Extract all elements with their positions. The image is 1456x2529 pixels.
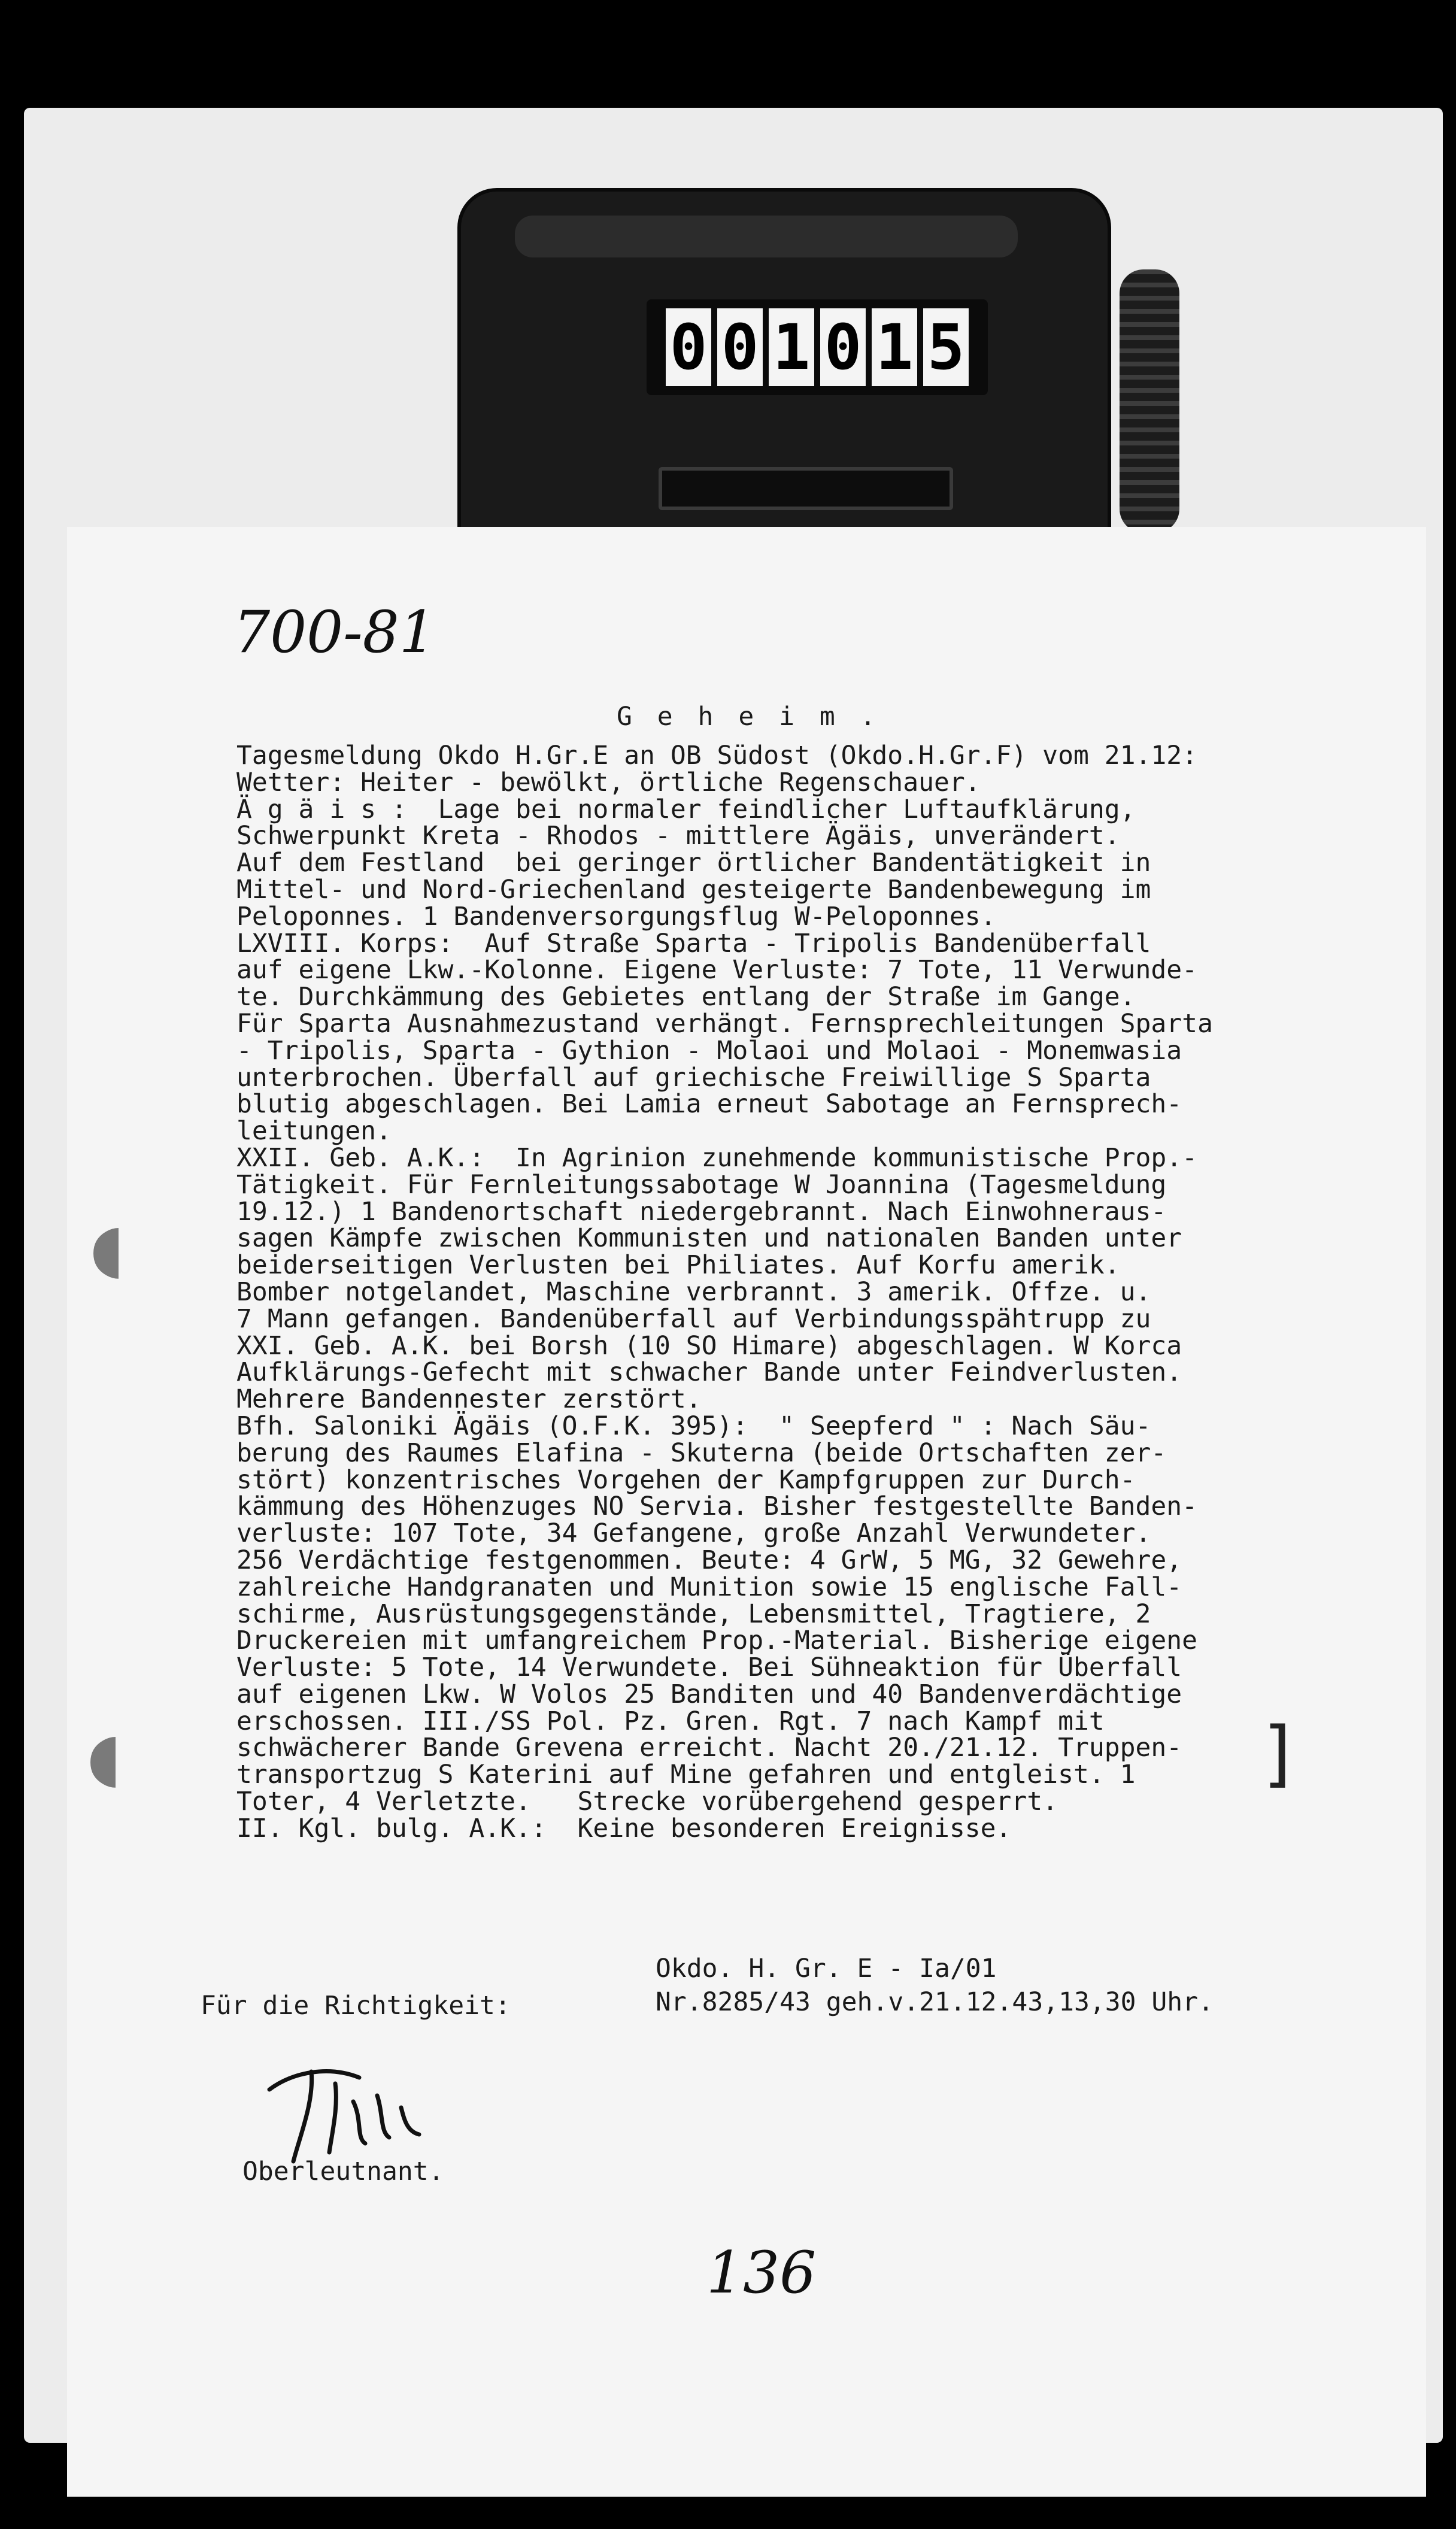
report-line: transportzug S Katerini auf Mine gefahren und entgleist. 1 xyxy=(236,1760,1136,1790)
report-line: sagen Kämpfe zwischen Kommunisten und nationalen Banden unter xyxy=(236,1223,1182,1254)
report-line: schwächerer Bande Grevena erreicht. Nacht 20./21.12. Truppen- xyxy=(236,1733,1182,1763)
report-line: unterbrochen. Überfall auf griechische Freiwillige S Sparta xyxy=(236,1062,1151,1093)
report-line: 7 Mann gefangen. Bandenüberfall auf Verbindungsspähtrupp zu xyxy=(236,1303,1151,1334)
report-line: Tagesmeldung Okdo H.Gr.E an OB Südost (Okdo.H.Gr.F) vom 21.12: xyxy=(236,741,1198,771)
counter-display xyxy=(647,299,988,395)
counter-digit: 1 xyxy=(769,308,814,386)
handwritten-page-number: 136 xyxy=(706,2239,817,2306)
punch-hole-mark: ◖ xyxy=(87,1718,122,1795)
report-line: beiderseitigen Verlusten bei Philiates. Auf Korfu amerik. xyxy=(236,1250,1120,1281)
report-line: Auf dem Festland bei geringer örtlicher Bandentätigkeit in xyxy=(236,848,1151,878)
counter-housing-top xyxy=(515,216,1018,257)
report-line: XXII. Geb. A.K.: In Agrinion zunehmende kommunistische Prop.- xyxy=(236,1142,1198,1173)
report-line: 19.12.) 1 Bandenortschaft niedergebrannt. Nach Einwohneraus- xyxy=(236,1196,1167,1227)
handwritten-reference: 700-81 xyxy=(233,599,436,666)
report-line: schirme, Ausrüstungsgegenstände, Lebensmittel, Tragtiere, 2 xyxy=(236,1599,1151,1629)
signer-rank: Oberleutnant. xyxy=(242,2157,444,2187)
report-line: berung des Raumes Elafina - Skuterna (beide Ortschaften zer- xyxy=(236,1438,1167,1468)
counter-digit: 5 xyxy=(923,308,969,386)
accuracy-label: Für die Richtigkeit: xyxy=(201,1991,511,2021)
report-line: auf eigene Lkw.-Kolonne. Eigene Verluste: 7 Tote, 11 Verwunde- xyxy=(236,955,1198,985)
report-line: Schwerpunkt Kreta - Rhodos - mittlere Ägäis, unverändert. xyxy=(236,821,1120,851)
frame-counter-device xyxy=(461,192,1108,563)
report-line: Verluste: 5 Tote, 14 Verwundete. Bei Sühneaktion für Überfall xyxy=(236,1652,1182,1683)
report-line: Aufklärungs-Gefecht mit schwacher Bande unter Feindverlusten. xyxy=(236,1357,1182,1388)
report-line: stört) konzentrisches Vorgehen der Kampfgruppen zur Durch- xyxy=(236,1464,1136,1495)
report-line: Wetter: Heiter - bewölkt, örtliche Regenschauer. xyxy=(236,767,981,797)
report-line: Bomber notgelandet, Maschine verbrannt. 3 amerik. Offze. u. xyxy=(236,1276,1151,1307)
report-line: te. Durchkämmung des Gebietes entlang der Straße im Gange. xyxy=(236,982,1136,1012)
report-line: auf eigenen Lkw. W Volos 25 Banditen und 40 Bandenverdächtige xyxy=(236,1679,1182,1709)
report-line: Für Sparta Ausnahmezustand verhängt. Fernsprechleitungen Sparta xyxy=(236,1008,1213,1039)
report-line: verluste: 107 Tote, 34 Gefangene, große Anzahl Verwundeter. xyxy=(236,1518,1151,1549)
report-line: Tätigkeit. Für Fernleitungssabotage W Joannina (Tagesmeldung xyxy=(236,1169,1167,1200)
report-line: 256 Verdächtige festgenommen. Beute: 4 GrW, 5 MG, 32 Gewehre, xyxy=(236,1545,1182,1575)
report-line: kämmung des Höhenzuges NO Servia. Bisher festgestellte Banden- xyxy=(236,1491,1198,1522)
counter-digit: 0 xyxy=(666,308,711,386)
report-line: Ä g ä i s : Lage bei normaler feindlicher Luftaufklärung, xyxy=(236,794,1136,824)
counter-digit: 1 xyxy=(872,308,917,386)
classification-heading: G e h e i m . xyxy=(617,702,881,732)
counter-slot xyxy=(659,467,953,510)
report-line: Druckereien mit umfangreichem Prop.-Material. Bisherige eigene xyxy=(236,1626,1198,1656)
report-line: leitungen. xyxy=(236,1116,392,1147)
number-line: Nr.8285/43 geh.v.21.12.43,13,30 Uhr. xyxy=(656,1987,1214,2017)
handwritten-signature xyxy=(257,2048,461,2167)
counter-digit: 0 xyxy=(820,308,866,386)
report-line: blutig abgeschlagen. Bei Lamia erneut Sabotage an Fernsprech- xyxy=(236,1089,1182,1120)
counter-knob xyxy=(1120,269,1179,533)
report-line: Mittel- und Nord-Griechenland gesteigerte Bandenbewegung im xyxy=(236,874,1151,905)
report-line: Peloponnes. 1 Bandenversorgungsflug W-Peloponnes. xyxy=(236,901,996,932)
report-line: Toter, 4 Verletzte. Strecke vorübergehend gesperrt. xyxy=(236,1787,1058,1817)
report-line: zahlreiche Handgranaten und Munition sowie 15 englische Fall- xyxy=(236,1572,1182,1602)
report-line: - Tripolis, Sparta - Gythion - Molaoi und Molaoi - Monemwasia xyxy=(236,1035,1182,1066)
report-line: II. Kgl. bulg. A.K.: Keine besonderen Ereignisse. xyxy=(236,1813,1012,1843)
report-line: Bfh. Saloniki Ägäis (O.F.K. 395): " Seepferd " : Nach Säu- xyxy=(236,1411,1151,1441)
report-line: erschossen. III./SS Pol. Pz. Gren. Rgt. 7 nach Kampf mit xyxy=(236,1706,1105,1736)
report-line: LXVIII. Korps: Auf Straße Sparta - Tripolis Bandenüberfall xyxy=(236,928,1151,959)
report-body xyxy=(236,742,1213,1842)
office-line: Okdo. H. Gr. E - Ia/01 xyxy=(656,1954,997,1984)
report-line: XXI. Geb. A.K. bei Borsh (10 SO Himare) abgeschlagen. W Korca xyxy=(236,1330,1182,1361)
report-line: Mehrere Bandennester zerstört. xyxy=(236,1384,702,1415)
margin-bracket-mark: ] xyxy=(1263,1712,1291,1796)
punch-hole-mark: ◖ xyxy=(90,1209,125,1286)
counter-digit: 0 xyxy=(717,308,763,386)
office-reference xyxy=(656,1952,1214,2019)
